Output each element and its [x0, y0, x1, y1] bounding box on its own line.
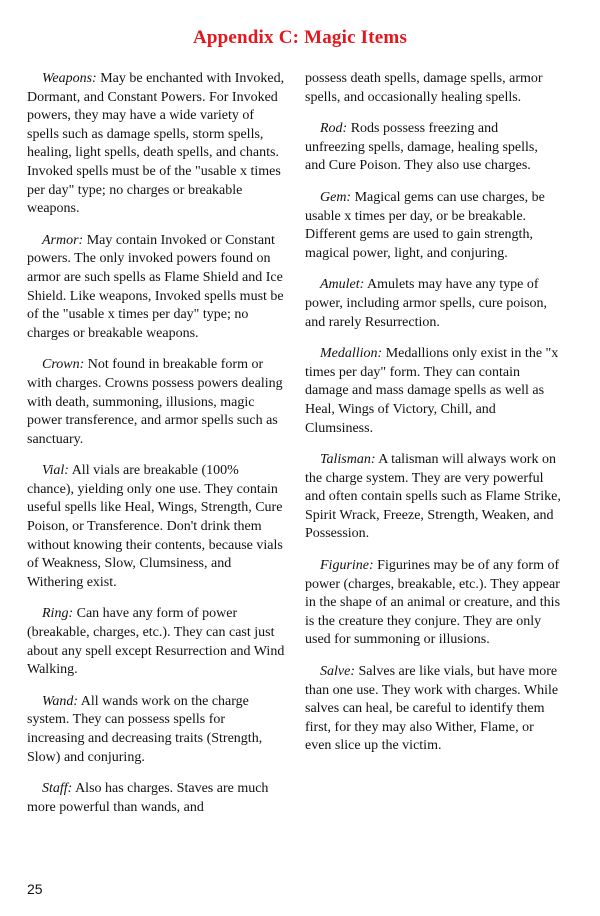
entry-vial	[27, 462, 285, 592]
entry-salve	[305, 663, 561, 756]
entry-term: Medallion:	[320, 346, 383, 362]
entry-text: Also has charges. Staves are much more powerful than wands, and	[27, 781, 269, 815]
entry-text: Amulets may have any type of power, including armor spells, cure poison, and rarely Resurrection.	[305, 277, 548, 330]
entry-term: Wand:	[42, 693, 79, 709]
entry-term: Amulet:	[320, 277, 365, 293]
entry-text: Not found in breakable form or with charges. Crowns possess powers dealing with death, summoning, illusions, magic power transference, and armor spells such as sanctuary.	[27, 357, 283, 447]
entry-term: Rod:	[320, 121, 348, 137]
entry-staff	[27, 780, 285, 817]
entry-text: Rods possess freezing and unfreezing spells, damage, healing spells, and Cure Poison. They also use charges.	[305, 121, 538, 174]
entry-text: Salves are like vials, but have more than one use. They work with charges. While salves can heal, be careful to identify them first, for they may also Wither, Flame, or even slice up the victim.	[305, 664, 559, 754]
entry-crown	[27, 356, 285, 449]
entry-ring	[27, 605, 285, 679]
entry-text: May be enchanted with Invoked, Dormant, and Constant Powers. For Invoked powers, they may have a wide variety of spells such as damage spells, storm spells, healing, light spells, death spells, and chants. Invoked spells must be of the "usable x times per day" type; no charges or breakable weapons.	[27, 71, 285, 217]
entry-talisman	[305, 451, 561, 544]
entry-term: Talisman:	[320, 452, 376, 468]
entry-text: All vials are breakable (100% chance), yielding only one use. They contain useful spells like Heal, Wings, Strength, Cure Poison, or Transference. Don't drink them without knowing their contents, because vials of Weakness, Slow, Clumsiness, and Withering exist.	[27, 463, 283, 590]
entry-text: All wands work on the charge system. They can possess spells for increasing and decreasing traits (Strength, Slow) and conjuring.	[27, 693, 263, 765]
entry-gem	[305, 189, 561, 263]
entry-term: Ring:	[42, 606, 74, 622]
entry-term: Staff:	[42, 781, 73, 797]
page-title: Appendix C: Magic Items	[192, 27, 408, 48]
entry-term: Salve:	[320, 664, 355, 680]
entry-text: A talisman will always work on the charge system. They are very powerful and often contain spells such as Flame Strike, Spirit Wrack, Freeze, Strength, Weaken, and Possession.	[305, 452, 561, 542]
entry-term: Crown:	[42, 357, 85, 373]
entry-armor	[27, 232, 285, 344]
entry-wand	[27, 693, 285, 767]
entry-text: possess death spells, damage spells, armor spells, and occasionally healing spells.	[305, 71, 543, 105]
left-column	[27, 70, 285, 830]
page-number: 25	[27, 881, 43, 897]
entry-weapons	[27, 70, 285, 219]
entry-amulet	[305, 276, 561, 332]
entry-term: Vial:	[42, 463, 69, 479]
entry-term: Figurine:	[320, 558, 374, 574]
entry-text: May contain Invoked or Constant powers. The only invoked powers found on armor are such spells as Flame Shield and Ice Shield. Like weapons, Invoked spells must be of the "usable x times per day" type; no charges or breakable weapons.	[27, 232, 284, 341]
entry-staff-continued	[305, 70, 561, 107]
entry-figurine	[305, 557, 561, 650]
entry-text: Medallions only exist in the "x times per day" form. They can contain damage and mass damage spells as well as Heal, Wings of Victory, Chill, and Clumsiness.	[305, 346, 559, 436]
entry-text: Figurines may be of any form of power (charges, breakable, etc.). They appear in the shape of an animal or creature, and this is the creature they conjure. They are only used for summoning or illusions.	[305, 558, 561, 648]
entry-text: Magical gems can use charges, be usable x times per day, or be breakable. Different gems are used to gain strength, magical power, light, and conjuring.	[305, 189, 545, 261]
entry-medallion	[305, 345, 561, 438]
entry-term: Gem:	[320, 189, 352, 205]
right-column	[305, 70, 561, 769]
entry-term: Armor:	[42, 232, 84, 248]
entry-rod	[305, 120, 561, 176]
entry-text: Can have any form of power (breakable, charges, etc.). They can cast just about any spell except Resurrection and Wind Walking.	[27, 606, 285, 678]
entry-term: Weapons:	[42, 71, 97, 86]
